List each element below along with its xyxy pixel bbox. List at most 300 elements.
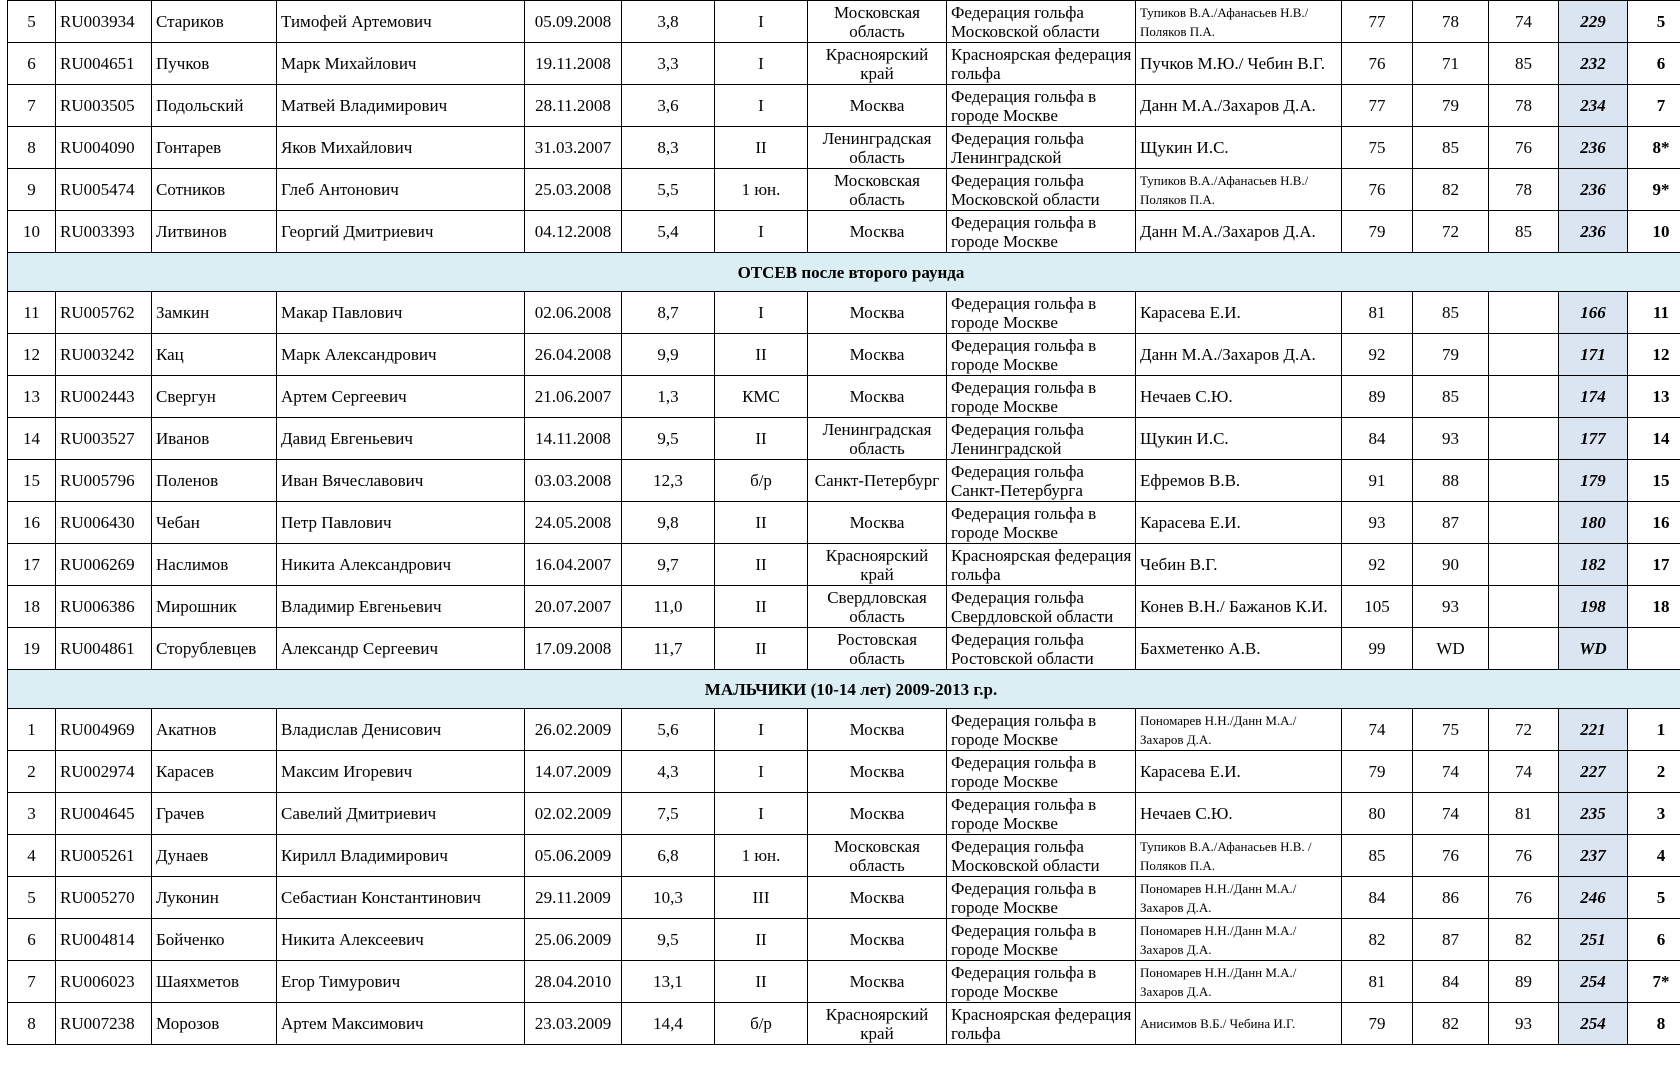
cell-round-3: 74 (1489, 751, 1559, 793)
cell-last-name: Сторублевцев (152, 628, 277, 670)
cell-birth-date: 21.06.2007 (525, 376, 622, 418)
cell-total: 182 (1559, 544, 1628, 586)
cell-place: 8 (1628, 1003, 1680, 1045)
cell-handicap: 10,3 (622, 877, 715, 919)
cell-last-name: Гонтарев (152, 127, 277, 169)
cell-round-1: 85 (1342, 835, 1413, 877)
cell-coach: Данн М.А./Захаров Д.А. (1136, 85, 1342, 127)
cell-region: Свердловская область (808, 586, 947, 628)
cell-number: 12 (8, 334, 56, 376)
cell-handicap: 9,5 (622, 919, 715, 961)
cell-player-id: RU005796 (56, 460, 152, 502)
cell-number: 19 (8, 628, 56, 670)
cell-total: 251 (1559, 919, 1628, 961)
cell-round-1: 91 (1342, 460, 1413, 502)
cell-region: Москва (808, 376, 947, 418)
cell-handicap: 9,9 (622, 334, 715, 376)
cell-coach: Данн М.А./Захаров Д.А. (1136, 334, 1342, 376)
cell-rank: I (715, 1, 808, 43)
cell-total: 221 (1559, 709, 1628, 751)
cell-round-3 (1489, 586, 1559, 628)
cell-total: 246 (1559, 877, 1628, 919)
cell-coach: Пономарев Н.Н./Данн М.А./ Захаров Д.А. (1136, 961, 1342, 1003)
cell-round-1: 75 (1342, 127, 1413, 169)
table-row (8, 793, 1680, 835)
cell-first-name: Матвей Владимирович (277, 85, 525, 127)
cell-round-3 (1489, 418, 1559, 460)
cell-round-1: 99 (1342, 628, 1413, 670)
cell-total: 234 (1559, 85, 1628, 127)
cell-coach: Пучков М.Ю./ Чебин В.Г. (1136, 43, 1342, 85)
cell-number: 5 (8, 877, 56, 919)
cell-number: 4 (8, 835, 56, 877)
cell-place: 1 (1628, 709, 1680, 751)
cell-handicap: 3,3 (622, 43, 715, 85)
cell-round-2: 87 (1413, 919, 1489, 961)
cell-round-3: 85 (1489, 211, 1559, 253)
cell-coach: Щукин И.С. (1136, 418, 1342, 460)
table-row (8, 877, 1680, 919)
cell-last-name: Шаяхметов (152, 961, 277, 1003)
cell-round-2: 90 (1413, 544, 1489, 586)
cell-first-name: Тимофей Артемович (277, 1, 525, 43)
cell-federation: Красноярская федерация гольфа (947, 43, 1136, 85)
section-header: ОТСЕВ после второго раунда (8, 253, 1680, 292)
cell-number: 15 (8, 460, 56, 502)
cell-birth-date: 29.11.2009 (525, 877, 622, 919)
cell-birth-date: 31.03.2007 (525, 127, 622, 169)
cell-place: 9* (1628, 169, 1680, 211)
cell-rank: КМС (715, 376, 808, 418)
cell-player-id: RU005270 (56, 877, 152, 919)
cell-player-id: RU003393 (56, 211, 152, 253)
cell-handicap: 7,5 (622, 793, 715, 835)
cell-place: 7 (1628, 85, 1680, 127)
cell-round-2: 85 (1413, 127, 1489, 169)
cell-first-name: Георгий Дмитриевич (277, 211, 525, 253)
table-row (8, 709, 1680, 751)
cell-birth-date: 05.06.2009 (525, 835, 622, 877)
cell-rank: II (715, 586, 808, 628)
cell-federation: Федерация гольфа в городе Москве (947, 961, 1136, 1003)
cell-player-id: RU003505 (56, 85, 152, 127)
cell-number: 6 (8, 919, 56, 961)
cell-player-id: RU006386 (56, 586, 152, 628)
cell-player-id: RU003242 (56, 334, 152, 376)
cell-handicap: 11,7 (622, 628, 715, 670)
cell-federation: Красноярская федерация гольфа (947, 544, 1136, 586)
table-row (8, 292, 1680, 334)
cell-coach: Щукин И.С. (1136, 127, 1342, 169)
cell-place: 14 (1628, 418, 1680, 460)
cell-player-id: RU004651 (56, 43, 152, 85)
cell-place: 6 (1628, 43, 1680, 85)
cell-federation: Федерация гольфа Московской области (947, 1, 1136, 43)
table-row (8, 85, 1680, 127)
cell-last-name: Дунаев (152, 835, 277, 877)
cell-rank: III (715, 877, 808, 919)
cell-federation: Федерация гольфа Ленинградской (947, 418, 1136, 460)
results-table (7, 0, 1680, 1045)
cell-handicap: 4,3 (622, 751, 715, 793)
cell-last-name: Наслимов (152, 544, 277, 586)
table-row (8, 334, 1680, 376)
cell-player-id: RU004645 (56, 793, 152, 835)
cell-rank: I (715, 85, 808, 127)
cell-total: 166 (1559, 292, 1628, 334)
cell-round-2: 86 (1413, 877, 1489, 919)
table-row (8, 544, 1680, 586)
cell-number: 13 (8, 376, 56, 418)
cell-round-1: 82 (1342, 919, 1413, 961)
cell-place: 4 (1628, 835, 1680, 877)
cell-coach: Нечаев С.Ю. (1136, 793, 1342, 835)
cell-coach: Пономарев Н.Н./Данн М.А./ Захаров Д.А. (1136, 877, 1342, 919)
cell-handicap: 5,6 (622, 709, 715, 751)
cell-rank: II (715, 961, 808, 1003)
cell-rank: I (715, 751, 808, 793)
cell-last-name: Акатнов (152, 709, 277, 751)
cell-region: Московская область (808, 835, 947, 877)
cell-federation: Федерация гольфа в городе Москве (947, 877, 1136, 919)
cell-round-2: 84 (1413, 961, 1489, 1003)
cell-last-name: Поленов (152, 460, 277, 502)
table-row (8, 835, 1680, 877)
cell-rank: б/р (715, 460, 808, 502)
cell-number: 1 (8, 709, 56, 751)
cell-round-1: 93 (1342, 502, 1413, 544)
cell-last-name: Бойченко (152, 919, 277, 961)
cell-handicap: 8,3 (622, 127, 715, 169)
cell-round-1: 77 (1342, 85, 1413, 127)
cell-number: 7 (8, 85, 56, 127)
cell-total: 236 (1559, 211, 1628, 253)
cell-federation: Федерация гольфа в городе Москве (947, 85, 1136, 127)
cell-place: 16 (1628, 502, 1680, 544)
cell-place: 13 (1628, 376, 1680, 418)
cell-total: 174 (1559, 376, 1628, 418)
cell-region: Москва (808, 919, 947, 961)
cell-round-3 (1489, 376, 1559, 418)
cell-round-2: 74 (1413, 751, 1489, 793)
cell-round-2: 71 (1413, 43, 1489, 85)
cell-round-1: 79 (1342, 1003, 1413, 1045)
cell-coach: Тупиков В.А./Афанасьев Н.В./Поляков П.А. (1136, 1, 1342, 43)
cell-coach: Чебин В.Г. (1136, 544, 1342, 586)
cell-round-2: WD (1413, 628, 1489, 670)
cell-handicap: 8,7 (622, 292, 715, 334)
cell-region: Ростовская область (808, 628, 947, 670)
cell-round-2: 78 (1413, 1, 1489, 43)
cell-last-name: Замкин (152, 292, 277, 334)
cell-last-name: Иванов (152, 418, 277, 460)
table-row (8, 460, 1680, 502)
cell-coach: Карасева Е.И. (1136, 292, 1342, 334)
cell-handicap: 5,5 (622, 169, 715, 211)
cell-birth-date: 02.02.2009 (525, 793, 622, 835)
cell-last-name: Чебан (152, 502, 277, 544)
cell-total: 236 (1559, 169, 1628, 211)
cell-birth-date: 25.03.2008 (525, 169, 622, 211)
cell-coach: Пономарев Н.Н./Данн М.А./ Захаров Д.А. (1136, 709, 1342, 751)
cell-player-id: RU006269 (56, 544, 152, 586)
cell-round-3: 72 (1489, 709, 1559, 751)
cell-coach: Карасева Е.И. (1136, 502, 1342, 544)
cell-rank: б/р (715, 1003, 808, 1045)
cell-place: 5 (1628, 877, 1680, 919)
cell-round-3: 76 (1489, 835, 1559, 877)
cell-round-1: 76 (1342, 43, 1413, 85)
table-row (8, 127, 1680, 169)
cell-round-2: 75 (1413, 709, 1489, 751)
cell-region: Москва (808, 793, 947, 835)
cell-round-2: 85 (1413, 292, 1489, 334)
cell-player-id: RU005474 (56, 169, 152, 211)
cell-region: Красноярский край (808, 544, 947, 586)
cell-round-2: 79 (1413, 85, 1489, 127)
cell-last-name: Карасев (152, 751, 277, 793)
cell-birth-date: 28.11.2008 (525, 85, 622, 127)
cell-round-2: 79 (1413, 334, 1489, 376)
cell-number: 8 (8, 127, 56, 169)
cell-round-2: 87 (1413, 502, 1489, 544)
cell-last-name: Пучков (152, 43, 277, 85)
cell-round-3: 81 (1489, 793, 1559, 835)
cell-total: 237 (1559, 835, 1628, 877)
cell-round-2: 93 (1413, 418, 1489, 460)
cell-place: 3 (1628, 793, 1680, 835)
cell-region: Красноярский край (808, 43, 947, 85)
cell-birth-date: 14.07.2009 (525, 751, 622, 793)
cell-player-id: RU002974 (56, 751, 152, 793)
cell-last-name: Мирошник (152, 586, 277, 628)
cell-number: 18 (8, 586, 56, 628)
table-row (8, 376, 1680, 418)
table-row (8, 628, 1680, 670)
cell-number: 11 (8, 292, 56, 334)
cell-round-1: 92 (1342, 334, 1413, 376)
cell-first-name: Никита Алексеевич (277, 919, 525, 961)
table-row (8, 751, 1680, 793)
cell-first-name: Артем Максимович (277, 1003, 525, 1045)
cell-round-2: 82 (1413, 169, 1489, 211)
cell-handicap: 1,3 (622, 376, 715, 418)
cell-birth-date: 26.04.2008 (525, 334, 622, 376)
cell-first-name: Никита Александрович (277, 544, 525, 586)
cell-last-name: Свергун (152, 376, 277, 418)
cell-number: 5 (8, 1, 56, 43)
cell-rank: II (715, 502, 808, 544)
cell-total: 227 (1559, 751, 1628, 793)
cell-rank: II (715, 628, 808, 670)
cell-round-3: 93 (1489, 1003, 1559, 1045)
cell-player-id: RU006430 (56, 502, 152, 544)
cell-round-3 (1489, 544, 1559, 586)
cell-round-3 (1489, 628, 1559, 670)
table-row (8, 961, 1680, 1003)
cell-round-1: 79 (1342, 751, 1413, 793)
cell-rank: II (715, 334, 808, 376)
cell-number: 7 (8, 961, 56, 1003)
cell-rank: II (715, 919, 808, 961)
cell-round-3 (1489, 460, 1559, 502)
cell-region: Московская область (808, 1, 947, 43)
cell-round-1: 76 (1342, 169, 1413, 211)
cell-total: WD (1559, 628, 1628, 670)
cell-birth-date: 16.04.2007 (525, 544, 622, 586)
table-row (8, 43, 1680, 85)
table-row (8, 211, 1680, 253)
cell-round-3: 76 (1489, 127, 1559, 169)
cell-last-name: Сотников (152, 169, 277, 211)
section-header-row (8, 670, 1680, 709)
cell-number: 10 (8, 211, 56, 253)
cell-player-id: RU004814 (56, 919, 152, 961)
cell-region: Москва (808, 211, 947, 253)
table-row (8, 919, 1680, 961)
cell-rank: 1 юн. (715, 169, 808, 211)
cell-round-3: 82 (1489, 919, 1559, 961)
cell-place: 12 (1628, 334, 1680, 376)
cell-last-name: Луконин (152, 877, 277, 919)
cell-place: 8* (1628, 127, 1680, 169)
cell-federation: Федерация гольфа Московской области (947, 169, 1136, 211)
cell-player-id: RU005762 (56, 292, 152, 334)
cell-round-1: 84 (1342, 877, 1413, 919)
cell-birth-date: 28.04.2010 (525, 961, 622, 1003)
cell-coach: Бахметенко А.В. (1136, 628, 1342, 670)
cell-handicap: 9,8 (622, 502, 715, 544)
cell-place: 2 (1628, 751, 1680, 793)
table-row (8, 418, 1680, 460)
cell-rank: II (715, 544, 808, 586)
cell-number: 6 (8, 43, 56, 85)
cell-last-name: Подольский (152, 85, 277, 127)
cell-first-name: Кирилл Владимирович (277, 835, 525, 877)
cell-player-id: RU003527 (56, 418, 152, 460)
cell-round-3: 89 (1489, 961, 1559, 1003)
cell-round-2: 72 (1413, 211, 1489, 253)
cell-place: 6 (1628, 919, 1680, 961)
cell-total: 229 (1559, 1, 1628, 43)
cell-round-3: 85 (1489, 43, 1559, 85)
cell-round-3: 78 (1489, 85, 1559, 127)
cell-round-1: 105 (1342, 586, 1413, 628)
cell-round-1: 89 (1342, 376, 1413, 418)
cell-round-2: 85 (1413, 376, 1489, 418)
cell-birth-date: 04.12.2008 (525, 211, 622, 253)
cell-place: 11 (1628, 292, 1680, 334)
cell-first-name: Владимир Евгеньевич (277, 586, 525, 628)
cell-federation: Федерация гольфа в городе Москве (947, 292, 1136, 334)
cell-total: 177 (1559, 418, 1628, 460)
cell-coach: Конев В.Н./ Бажанов К.И. (1136, 586, 1342, 628)
cell-region: Москва (808, 709, 947, 751)
cell-federation: Федерация гольфа в городе Москве (947, 502, 1136, 544)
cell-round-1: 79 (1342, 211, 1413, 253)
cell-total: 198 (1559, 586, 1628, 628)
cell-federation: Федерация гольфа Ростовской области (947, 628, 1136, 670)
cell-place: 7* (1628, 961, 1680, 1003)
cell-place: 5 (1628, 1, 1680, 43)
cell-round-2: 74 (1413, 793, 1489, 835)
cell-round-3 (1489, 334, 1559, 376)
cell-birth-date: 26.02.2009 (525, 709, 622, 751)
cell-birth-date: 17.09.2008 (525, 628, 622, 670)
cell-coach: Ефремов В.В. (1136, 460, 1342, 502)
section-header-row (8, 253, 1680, 292)
cell-number: 8 (8, 1003, 56, 1045)
cell-region: Санкт-Петербург (808, 460, 947, 502)
cell-round-2: 88 (1413, 460, 1489, 502)
cell-birth-date: 23.03.2009 (525, 1003, 622, 1045)
cell-region: Москва (808, 292, 947, 334)
cell-place: 18 (1628, 586, 1680, 628)
cell-region: Ленинградская область (808, 418, 947, 460)
section-header: МАЛЬЧИКИ (10-14 лет) 2009-2013 г.р. (8, 670, 1680, 709)
cell-total: 180 (1559, 502, 1628, 544)
cell-federation: Федерация гольфа в городе Москве (947, 919, 1136, 961)
cell-federation: Федерация гольфа Московской области (947, 835, 1136, 877)
cell-rank: I (715, 292, 808, 334)
cell-birth-date: 02.06.2008 (525, 292, 622, 334)
cell-number: 14 (8, 418, 56, 460)
cell-total: 235 (1559, 793, 1628, 835)
cell-handicap: 11,0 (622, 586, 715, 628)
cell-region: Москва (808, 502, 947, 544)
cell-coach: Нечаев С.Ю. (1136, 376, 1342, 418)
cell-round-3: 76 (1489, 877, 1559, 919)
cell-first-name: Артем Сергеевич (277, 376, 525, 418)
cell-round-3: 74 (1489, 1, 1559, 43)
cell-rank: II (715, 418, 808, 460)
cell-round-1: 77 (1342, 1, 1413, 43)
cell-birth-date: 25.06.2009 (525, 919, 622, 961)
cell-federation: Федерация гольфа Санкт-Петербурга (947, 460, 1136, 502)
cell-first-name: Макар Павлович (277, 292, 525, 334)
cell-place: 10 (1628, 211, 1680, 253)
cell-region: Москва (808, 961, 947, 1003)
table-row (8, 1003, 1680, 1045)
cell-region: Ленинградская область (808, 127, 947, 169)
cell-first-name: Максим Игоревич (277, 751, 525, 793)
cell-federation: Красноярская федерация гольфа (947, 1003, 1136, 1045)
cell-coach: Данн М.А./Захаров Д.А. (1136, 211, 1342, 253)
cell-birth-date: 24.05.2008 (525, 502, 622, 544)
cell-handicap: 12,3 (622, 460, 715, 502)
cell-handicap: 9,5 (622, 418, 715, 460)
cell-coach: Карасева Е.И. (1136, 751, 1342, 793)
cell-number: 9 (8, 169, 56, 211)
cell-birth-date: 14.11.2008 (525, 418, 622, 460)
cell-round-3 (1489, 502, 1559, 544)
cell-round-1: 81 (1342, 961, 1413, 1003)
cell-total: 236 (1559, 127, 1628, 169)
cell-federation: Федерация гольфа в городе Москве (947, 211, 1136, 253)
cell-rank: II (715, 127, 808, 169)
cell-number: 3 (8, 793, 56, 835)
cell-handicap: 3,6 (622, 85, 715, 127)
cell-rank: I (715, 43, 808, 85)
cell-player-id: RU004090 (56, 127, 152, 169)
cell-coach: Пономарев Н.Н./Данн М.А./ Захаров Д.А. (1136, 919, 1342, 961)
cell-coach: Анисимов В.Б./ Чебина И.Г. (1136, 1003, 1342, 1045)
cell-last-name: Морозов (152, 1003, 277, 1045)
cell-round-1: 80 (1342, 793, 1413, 835)
cell-round-1: 84 (1342, 418, 1413, 460)
cell-first-name: Владислав Денисович (277, 709, 525, 751)
cell-last-name: Литвинов (152, 211, 277, 253)
